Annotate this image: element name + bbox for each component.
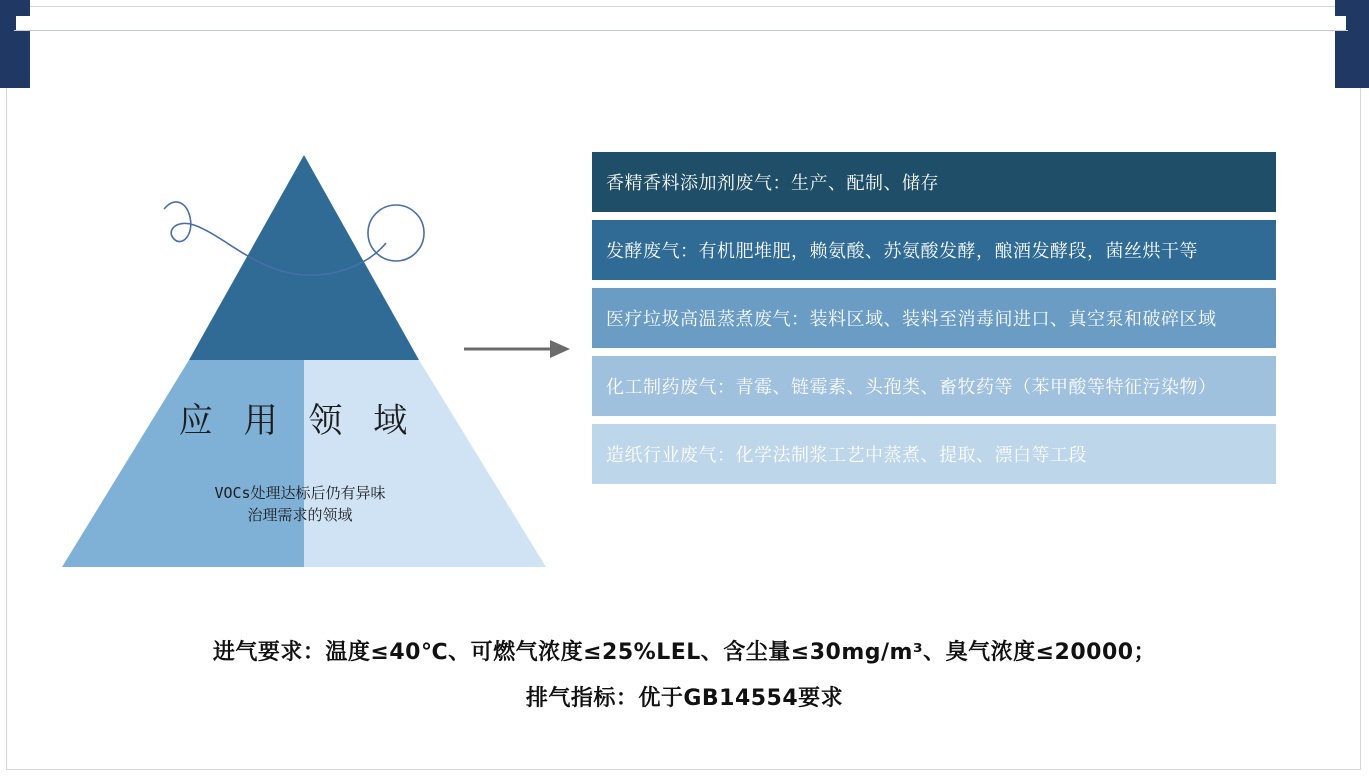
list-item-label: 发酵废气：有机肥堆肥，赖氨酸、苏氨酸发酵，酿酒发酵段，菌丝烘干等 (606, 241, 1198, 262)
list-item (592, 356, 1276, 416)
list-item-label: 医疗垃圾高温蒸煮废气：装料区域、装料至消毒间进口、真空泵和破碎区域 (606, 309, 1217, 330)
pyramid-subtitle-line1: VOCs处理达标后仍有异味 (214, 484, 386, 502)
list-item (592, 288, 1276, 348)
list-item-label: 香精香料添加剂废气：生产、配制、储存 (606, 173, 939, 194)
decor-squiggle (160, 195, 430, 325)
footer-line-intake: 进气要求：温度≤40℃、可燃气浓度≤25%LEL、含尘量≤30mg/m³、臭气浓度≤20000； (212, 640, 1157, 665)
footer-requirements (0, 630, 1369, 722)
arrow-right-icon (462, 332, 572, 366)
list-item (592, 220, 1276, 280)
application-list (592, 152, 1276, 492)
pyramid-subtitle (150, 482, 450, 526)
decor-corner-right (1335, 0, 1369, 88)
pyramid-subtitle-line2: 治理需求的领域 (247, 506, 353, 524)
list-item-label: 造纸行业废气：化学法制浆工艺中蒸煮、提取、漂白等工段 (606, 445, 1087, 466)
decor-top-rule (14, 30, 1348, 31)
pyramid-right-segment (304, 360, 546, 567)
list-item-label: 化工制药废气：青霉、链霉素、头孢类、畜牧药等（苯甲酸等特征污染物） (606, 377, 1217, 398)
list-item (592, 424, 1276, 484)
pyramid-title: 应 用 领 域 (178, 401, 418, 441)
footer-line-exhaust: 排气指标：优于GB14554要求 (525, 686, 844, 711)
decor-corner-left (0, 0, 30, 88)
decor-top-bar (16, 16, 1346, 30)
pyramid-left-segment (62, 360, 304, 567)
list-item (592, 152, 1276, 212)
